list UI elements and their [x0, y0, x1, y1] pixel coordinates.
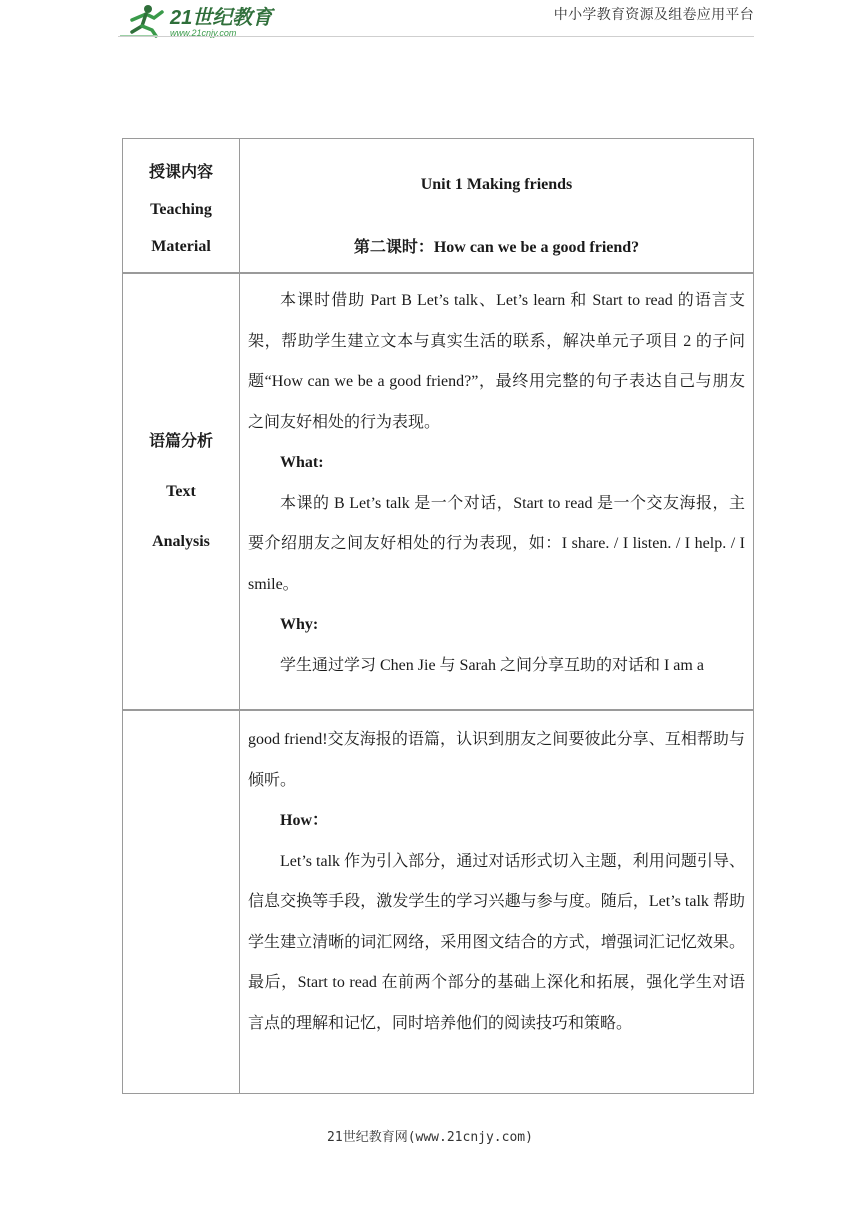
- why-heading: Why:: [280, 616, 319, 633]
- text-analysis-continued-table: [122, 710, 754, 1094]
- how-heading: How：: [280, 812, 329, 829]
- text-analysis-table: [122, 273, 754, 710]
- table-row: [123, 139, 754, 273]
- how-paragraph: Let’s talk 作为引入部分，通过对话形式切入主题，利用问题引导、信息交换等手段，激发学生的学习兴趣与参与度。随后，Let’s talk 帮助学生建立清晰的词汇网络，采用图文结合的方式，增强词汇记忆效果。最后，Start to read 在前两个部分的基础上深化和拓展，强化学生对语言点的理解和记忆，同时培养他们的阅读技巧和策略。: [248, 852, 745, 1032]
- teaching-material-content-cell: [240, 139, 754, 273]
- unit-title: Unit 1 Making friends: [420, 176, 573, 193]
- why-paragraph-part2: good friend!交友海报的语篇，认识到朋友之间要彼此分享、互相帮助与倾听。: [248, 731, 745, 789]
- platform-name: 中小学教育资源及组卷应用平台: [553, 8, 754, 23]
- what-paragraph: 本课的 B Let’s talk 是一个对话，Start to read 是一个交友海报，主要介绍朋友之间友好相处的行为表现，如：I share. / I listen. / I help. / I smile。: [248, 494, 745, 593]
- text-analysis-label-cell: [123, 274, 240, 710]
- lesson-title: 第二课时：How can we be a good friend?: [353, 239, 640, 256]
- text-analysis-continued-cell: [240, 711, 754, 1094]
- table-row: [123, 711, 754, 1094]
- label-en-2: Analysis: [152, 532, 210, 550]
- header-divider: [118, 36, 754, 37]
- logo-url: www.21cnjy.com: [170, 28, 237, 38]
- intro-paragraph: 本课时借助 Part B Let’s talk、Let’s learn 和 Start to read 的语言支架，帮助学生建立文本与真实生活的联系，解决单元子项目 2 的子问题“How can we be a good friend?”，最终用完整的句子表达自己与朋友之间友好相处的行为表现。: [248, 292, 745, 431]
- label-en-1: Text: [166, 482, 196, 500]
- page-footer: 21世纪教育网(www.21cnjy.com): [327, 1130, 533, 1145]
- site-logo: [118, 2, 288, 40]
- label-cn: 语篇分析: [148, 432, 213, 450]
- table-row: [123, 274, 754, 710]
- label-cn: 授课内容: [148, 164, 213, 181]
- label-en-2: Material: [151, 238, 211, 255]
- runner-logo-icon: [118, 2, 288, 40]
- logo-text: 21世纪教育: [170, 7, 273, 29]
- why-paragraph-part1: 学生通过学习 Chen Jie 与 Sarah 之间分享互助的对话和 I am a: [280, 656, 704, 674]
- empty-label-cell: [123, 711, 240, 1094]
- teaching-material-table: [122, 138, 754, 273]
- what-heading: What:: [280, 454, 324, 471]
- label-en-1: Teaching: [150, 201, 212, 218]
- teaching-material-label-cell: [123, 139, 240, 273]
- text-analysis-content-cell: [240, 274, 754, 710]
